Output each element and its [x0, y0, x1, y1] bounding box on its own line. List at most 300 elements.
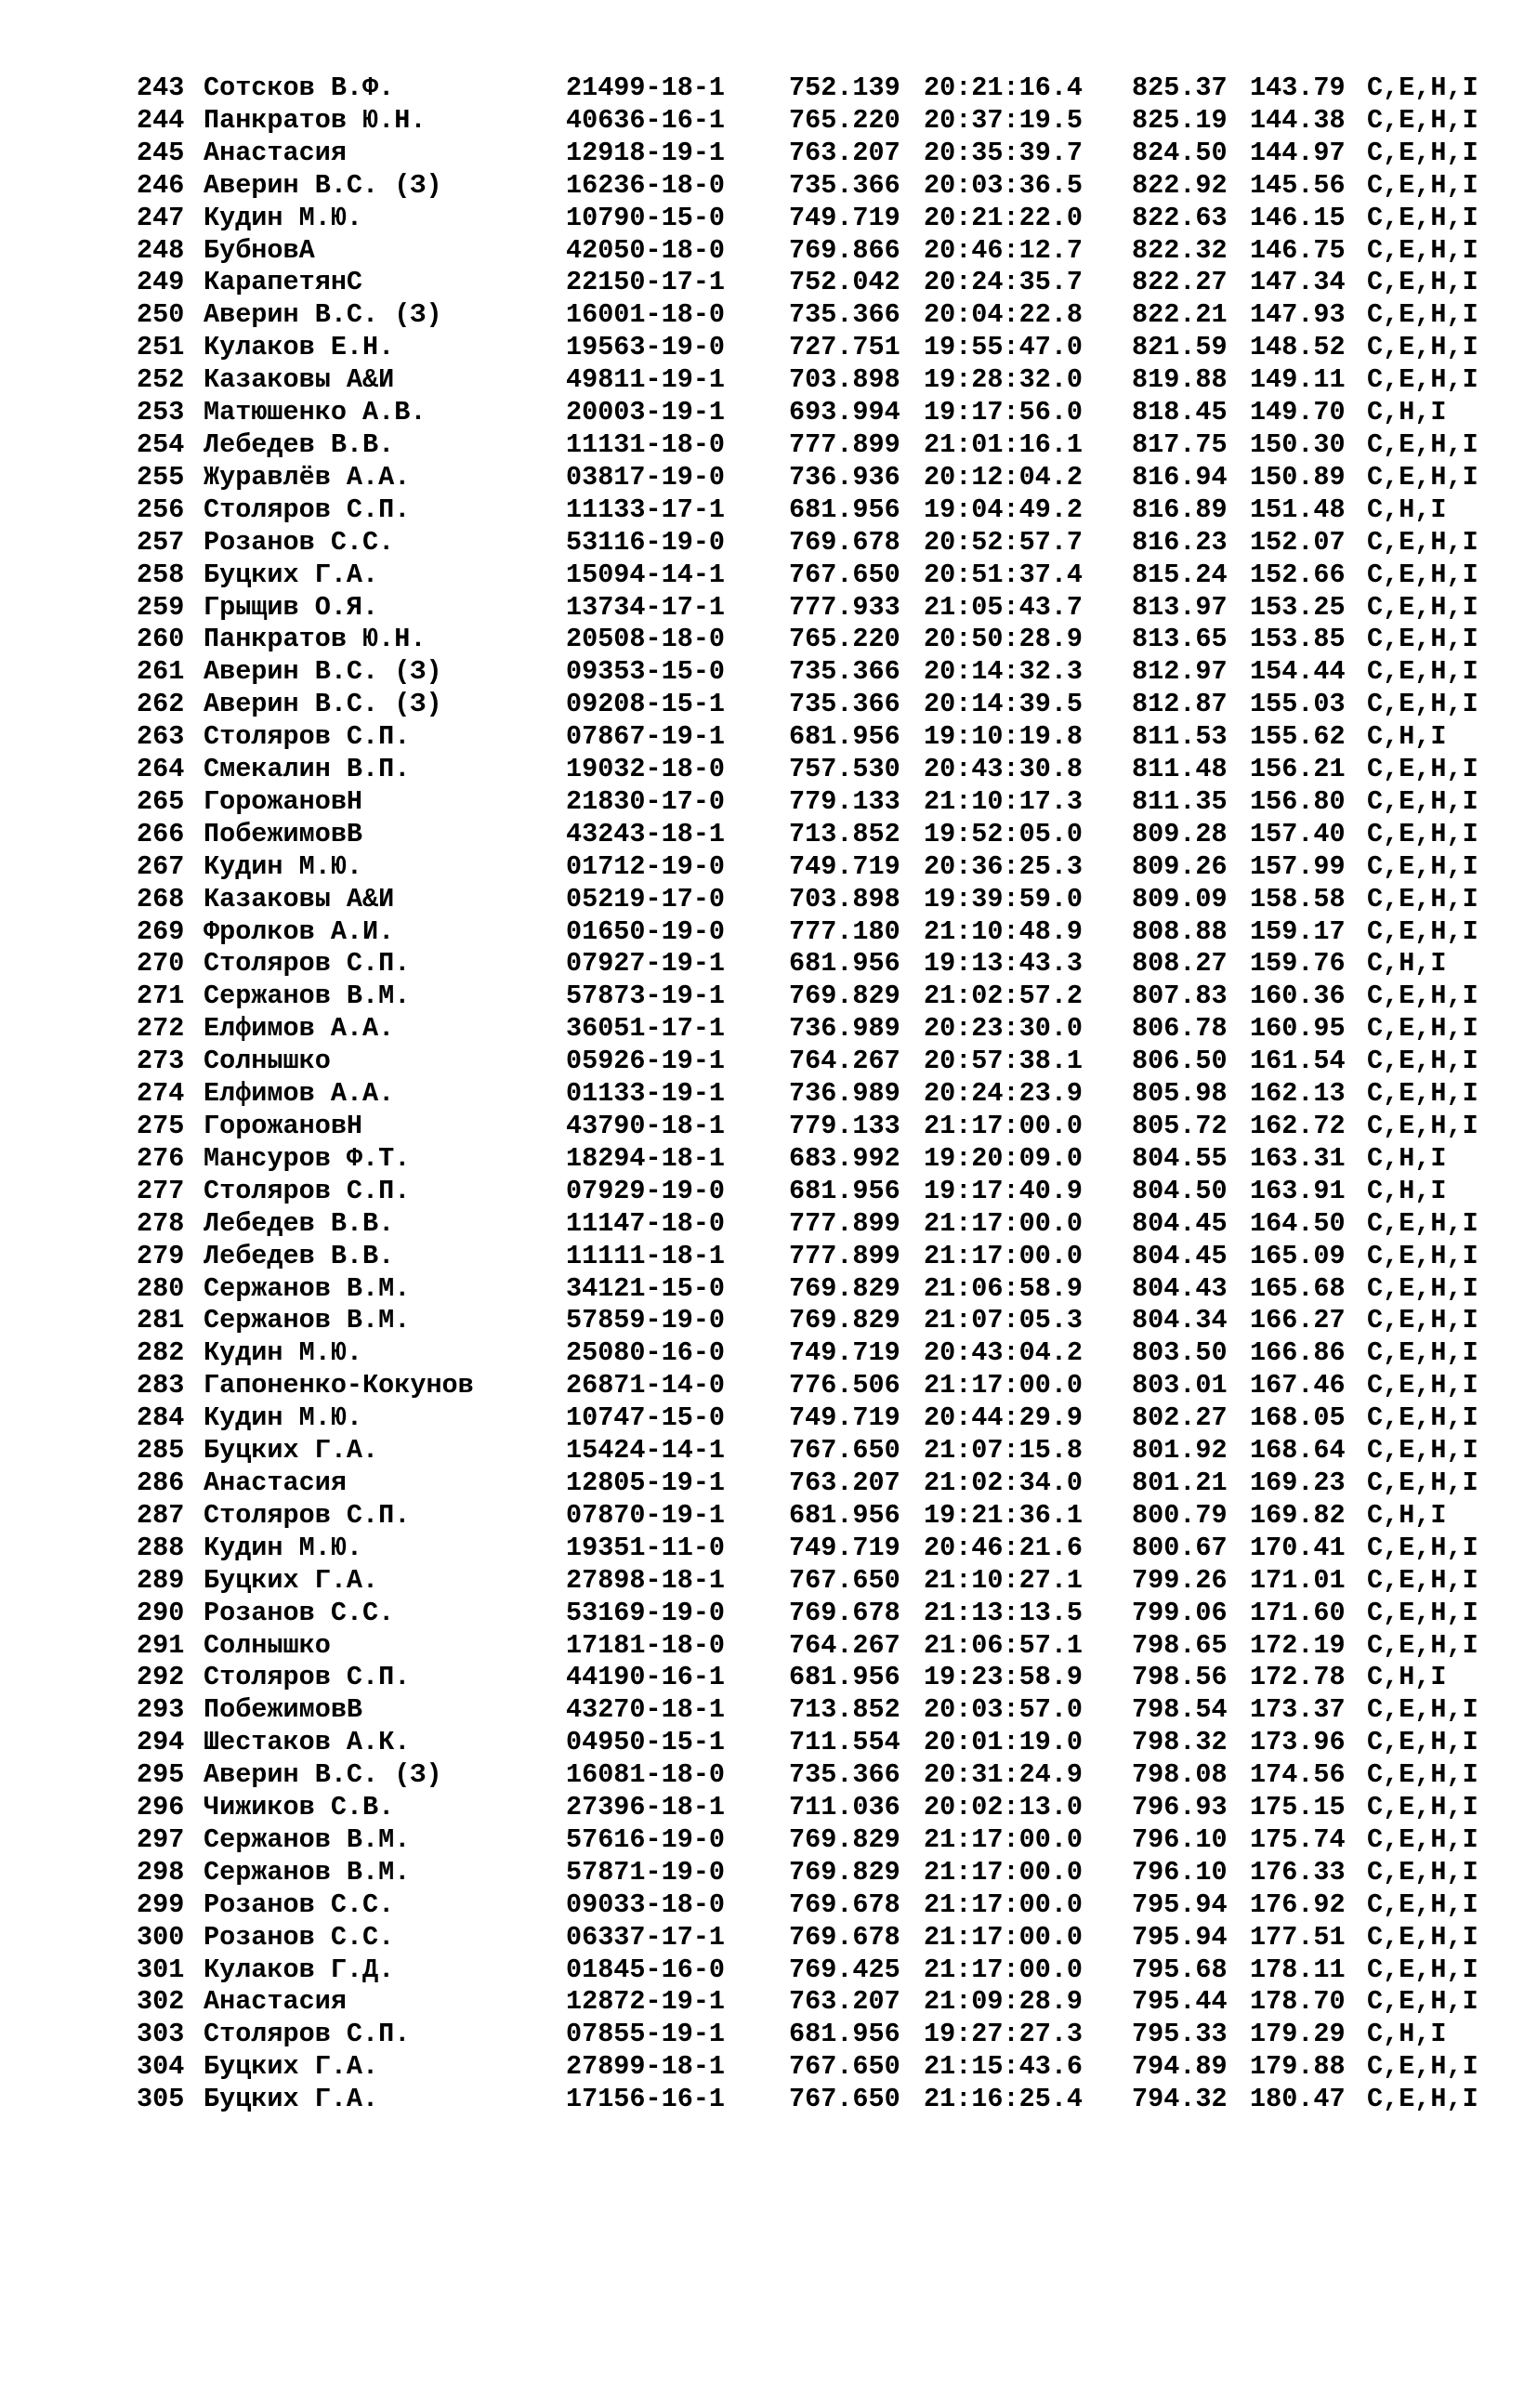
distance-value: 703.898: [789, 364, 900, 396]
distance-value: 769.866: [789, 234, 900, 266]
participant-name: Кудин М.Ю.: [204, 1532, 363, 1563]
arrival-time: 20:21:22.0: [924, 202, 1084, 233]
ring-number: 26871-14-0: [566, 1370, 726, 1401]
points-value: 144.97: [1250, 137, 1346, 168]
ring-number: 57859-19-0: [566, 1305, 726, 1336]
flags-value: C,E,H,I: [1367, 1986, 1478, 2018]
ring-number: 09033-18-0: [566, 1888, 726, 1920]
place-number: 278: [137, 1207, 185, 1239]
ring-number: 22150-17-1: [566, 267, 726, 298]
speed-value: 821.59: [1132, 332, 1228, 363]
participant-name: БубновА: [204, 234, 315, 266]
flags-value: C,E,H,I: [1367, 1013, 1478, 1045]
speed-value: 795.94: [1132, 1921, 1228, 1953]
ring-number: 16001-18-0: [566, 299, 726, 331]
participant-name: Журавлёв А.А.: [204, 461, 411, 493]
distance-value: 777.180: [789, 915, 900, 947]
result-row: [137, 1337, 1503, 1370]
distance-value: 777.899: [789, 1207, 900, 1239]
points-value: 146.15: [1250, 202, 1346, 233]
participant-name: Сержанов В.М.: [204, 1856, 411, 1888]
flags-value: C,H,I: [1367, 1499, 1447, 1531]
distance-value: 681.956: [789, 1499, 900, 1531]
results-table: [137, 72, 1503, 2116]
speed-value: 813.65: [1132, 624, 1228, 655]
arrival-time: 20:37:19.5: [924, 104, 1084, 136]
participant-name: Аверин В.С. (З): [204, 689, 442, 720]
speed-value: 822.92: [1132, 169, 1228, 201]
arrival-time: 20:51:37.4: [924, 559, 1084, 590]
arrival-time: 19:04:49.2: [924, 493, 1084, 525]
speed-value: 802.27: [1132, 1402, 1228, 1434]
distance-value: 764.267: [789, 1046, 900, 1077]
points-value: 160.95: [1250, 1013, 1346, 1045]
flags-value: C,H,I: [1367, 948, 1447, 980]
ring-number: 16081-18-0: [566, 1759, 726, 1791]
result-row: [137, 1046, 1503, 1078]
arrival-time: 19:21:36.1: [924, 1499, 1084, 1531]
participant-name: Панкратов Ю.Н.: [204, 104, 427, 136]
result-row: [137, 786, 1503, 819]
flags-value: C,E,H,I: [1367, 1370, 1478, 1401]
ring-number: 36051-17-1: [566, 1013, 726, 1045]
participant-name: Грыщив О.Я.: [204, 591, 379, 623]
result-row: [137, 1533, 1503, 1565]
speed-value: 816.94: [1132, 461, 1228, 493]
distance-value: 763.207: [789, 1986, 900, 2018]
result-row: [137, 462, 1503, 494]
place-number: 282: [137, 1337, 185, 1369]
ring-number: 42050-18-0: [566, 234, 726, 266]
result-row: [137, 980, 1503, 1013]
distance-value: 769.829: [789, 1856, 900, 1888]
arrival-time: 19:28:32.0: [924, 364, 1084, 396]
speed-value: 804.43: [1132, 1272, 1228, 1304]
result-row: [137, 1078, 1503, 1111]
flags-value: C,E,H,I: [1367, 1435, 1478, 1467]
speed-value: 816.89: [1132, 493, 1228, 525]
distance-value: 777.933: [789, 591, 900, 623]
flags-value: C,E,H,I: [1367, 915, 1478, 947]
participant-name: Лебедев В.В.: [204, 428, 395, 460]
flags-value: C,E,H,I: [1367, 785, 1478, 817]
speed-value: 809.26: [1132, 850, 1228, 882]
speed-value: 804.45: [1132, 1240, 1228, 1271]
speed-value: 809.28: [1132, 818, 1228, 849]
ring-number: 07870-19-1: [566, 1499, 726, 1531]
result-row: [137, 689, 1503, 721]
points-value: 180.47: [1250, 2084, 1346, 2115]
distance-value: 713.852: [789, 818, 900, 849]
flags-value: C,E,H,I: [1367, 1402, 1478, 1434]
place-number: 250: [137, 299, 185, 331]
distance-value: 763.207: [789, 1467, 900, 1498]
participant-name: Кулаков Е.Н.: [204, 332, 395, 363]
flags-value: C,E,H,I: [1367, 202, 1478, 233]
place-number: 305: [137, 2084, 185, 2115]
arrival-time: 21:17:00.0: [924, 1954, 1084, 1985]
distance-value: 681.956: [789, 948, 900, 980]
participant-name: Лебедев В.В.: [204, 1240, 395, 1271]
participant-name: Столяров С.П.: [204, 948, 411, 980]
flags-value: C,E,H,I: [1367, 1078, 1478, 1110]
arrival-time: 19:55:47.0: [924, 332, 1084, 363]
participant-name: Аверин В.С. (З): [204, 169, 442, 201]
distance-value: 776.506: [789, 1370, 900, 1401]
arrival-time: 19:20:09.0: [924, 1142, 1084, 1174]
place-number: 264: [137, 754, 185, 785]
participant-name: Солнышко: [204, 1629, 331, 1661]
points-value: 175.74: [1250, 1823, 1346, 1855]
arrival-time: 20:50:28.9: [924, 624, 1084, 655]
participant-name: Буцких Г.А.: [204, 2084, 379, 2115]
place-number: 284: [137, 1402, 185, 1434]
ring-number: 53169-19-0: [566, 1597, 726, 1628]
speed-value: 813.97: [1132, 591, 1228, 623]
speed-value: 801.21: [1132, 1467, 1228, 1498]
speed-value: 805.72: [1132, 1111, 1228, 1141]
points-value: 176.33: [1250, 1856, 1346, 1888]
speed-value: 808.88: [1132, 915, 1228, 947]
result-row: [137, 1143, 1503, 1176]
speed-value: 803.50: [1132, 1337, 1228, 1369]
participant-name: Кулаков Г.Д.: [204, 1954, 395, 1985]
points-value: 169.82: [1250, 1499, 1346, 1531]
arrival-time: 20:03:57.0: [924, 1694, 1084, 1726]
participant-name: Анастасия: [204, 137, 347, 168]
result-row: [137, 1857, 1503, 1889]
place-number: 260: [137, 624, 185, 655]
result-row: [137, 527, 1503, 559]
arrival-time: 21:09:28.9: [924, 1986, 1084, 2018]
place-number: 246: [137, 169, 185, 201]
participant-name: Сержанов В.М.: [204, 1305, 411, 1336]
ring-number: 04950-15-1: [566, 1727, 726, 1758]
speed-value: 795.68: [1132, 1954, 1228, 1985]
flags-value: C,E,H,I: [1367, 1792, 1478, 1823]
distance-value: 749.719: [789, 1532, 900, 1563]
distance-value: 681.956: [789, 1175, 900, 1206]
ring-number: 07867-19-1: [566, 721, 726, 753]
flags-value: C,E,H,I: [1367, 1694, 1478, 1726]
ring-number: 11111-18-1: [566, 1240, 726, 1271]
flags-value: C,E,H,I: [1367, 1564, 1478, 1596]
place-number: 253: [137, 397, 185, 428]
ring-number: 11147-18-0: [566, 1207, 726, 1239]
participant-name: Кудин М.Ю.: [204, 1402, 363, 1434]
arrival-time: 19:17:40.9: [924, 1175, 1084, 1206]
distance-value: 693.994: [789, 397, 900, 428]
participant-name: Розанов С.С.: [204, 526, 395, 558]
result-row: [137, 1370, 1503, 1402]
participant-name: Казаковы А&И: [204, 364, 395, 396]
arrival-time: 21:15:43.6: [924, 2051, 1084, 2083]
participant-name: Казаковы А&И: [204, 883, 395, 915]
flags-value: C,E,H,I: [1367, 591, 1478, 623]
arrival-time: 20:36:25.3: [924, 850, 1084, 882]
points-value: 157.40: [1250, 818, 1346, 849]
distance-value: 735.366: [789, 1759, 900, 1791]
participant-name: КарапетянС: [204, 267, 363, 298]
place-number: 267: [137, 850, 185, 882]
points-value: 162.13: [1250, 1078, 1346, 1110]
ring-number: 17156-16-1: [566, 2084, 726, 2115]
points-value: 158.58: [1250, 883, 1346, 915]
arrival-time: 21:17:00.0: [924, 1823, 1084, 1855]
ring-number: 01845-16-0: [566, 1954, 726, 1985]
points-value: 150.30: [1250, 428, 1346, 460]
points-value: 176.92: [1250, 1888, 1346, 1920]
place-number: 265: [137, 785, 185, 817]
distance-value: 681.956: [789, 493, 900, 525]
points-value: 147.93: [1250, 299, 1346, 331]
ring-number: 19563-19-0: [566, 332, 726, 363]
distance-value: 735.366: [789, 689, 900, 720]
flags-value: C,E,H,I: [1367, 1111, 1478, 1141]
flags-value: C,E,H,I: [1367, 1046, 1478, 1077]
result-row: [137, 1662, 1503, 1694]
speed-value: 795.44: [1132, 1986, 1228, 2018]
flags-value: C,E,H,I: [1367, 1240, 1478, 1271]
points-value: 154.44: [1250, 656, 1346, 688]
ring-number: 27396-18-1: [566, 1792, 726, 1823]
participant-name: Панкратов Ю.Н.: [204, 624, 427, 655]
place-number: 296: [137, 1792, 185, 1823]
ring-number: 18294-18-1: [566, 1142, 726, 1174]
ring-number: 03817-19-0: [566, 461, 726, 493]
place-number: 281: [137, 1305, 185, 1336]
arrival-time: 21:10:17.3: [924, 785, 1084, 817]
speed-value: 798.32: [1132, 1727, 1228, 1758]
place-number: 271: [137, 980, 185, 1012]
place-number: 251: [137, 332, 185, 363]
participant-name: Чижиков С.В.: [204, 1792, 395, 1823]
points-value: 144.38: [1250, 104, 1346, 136]
flags-value: C,H,I: [1367, 2019, 1447, 2050]
place-number: 279: [137, 1240, 185, 1271]
distance-value: 735.366: [789, 656, 900, 688]
arrival-time: 20:24:23.9: [924, 1078, 1084, 1110]
place-number: 297: [137, 1823, 185, 1855]
place-number: 283: [137, 1370, 185, 1401]
place-number: 252: [137, 364, 185, 396]
arrival-time: 20:31:24.9: [924, 1759, 1084, 1791]
distance-value: 769.829: [789, 980, 900, 1012]
speed-value: 796.93: [1132, 1792, 1228, 1823]
place-number: 290: [137, 1597, 185, 1628]
arrival-time: 20:04:22.8: [924, 299, 1084, 331]
participant-name: Анастасия: [204, 1986, 347, 2018]
ring-number: 43270-18-1: [566, 1694, 726, 1726]
place-number: 258: [137, 559, 185, 590]
arrival-time: 21:06:58.9: [924, 1272, 1084, 1304]
speed-value: 794.89: [1132, 2051, 1228, 2083]
speed-value: 804.50: [1132, 1175, 1228, 1206]
ring-number: 57873-19-1: [566, 980, 726, 1012]
arrival-time: 20:46:21.6: [924, 1532, 1084, 1563]
distance-value: 767.650: [789, 559, 900, 590]
participant-name: Кудин М.Ю.: [204, 850, 363, 882]
arrival-time: 20:14:32.3: [924, 656, 1084, 688]
points-value: 169.23: [1250, 1467, 1346, 1498]
place-number: 280: [137, 1272, 185, 1304]
points-value: 174.56: [1250, 1759, 1346, 1791]
flags-value: C,E,H,I: [1367, 624, 1478, 655]
participant-name: Столяров С.П.: [204, 1499, 411, 1531]
arrival-time: 20:02:13.0: [924, 1792, 1084, 1823]
place-number: 248: [137, 234, 185, 266]
result-row: [137, 819, 1503, 851]
arrival-time: 21:17:00.0: [924, 1240, 1084, 1271]
result-row: [137, 592, 1503, 625]
points-value: 146.75: [1250, 234, 1346, 266]
participant-name: Аверин В.С. (З): [204, 299, 442, 331]
speed-value: 811.35: [1132, 785, 1228, 817]
arrival-time: 21:10:48.9: [924, 915, 1084, 947]
flags-value: C,E,H,I: [1367, 754, 1478, 785]
place-number: 291: [137, 1629, 185, 1661]
participant-name: Буцких Г.А.: [204, 2051, 379, 2083]
distance-value: 711.036: [789, 1792, 900, 1823]
distance-value: 736.989: [789, 1013, 900, 1045]
arrival-time: 20:43:30.8: [924, 754, 1084, 785]
ring-number: 53116-19-0: [566, 526, 726, 558]
flags-value: C,E,H,I: [1367, 2084, 1478, 2115]
result-row: [137, 1273, 1503, 1306]
ring-number: 21499-18-1: [566, 72, 726, 103]
result-row: [137, 299, 1503, 332]
points-value: 179.29: [1250, 2019, 1346, 2050]
place-number: 270: [137, 948, 185, 980]
speed-value: 808.27: [1132, 948, 1228, 980]
result-row: [137, 1111, 1503, 1143]
arrival-time: 21:01:16.1: [924, 428, 1084, 460]
flags-value: C,E,H,I: [1367, 526, 1478, 558]
arrival-time: 21:10:27.1: [924, 1564, 1084, 1596]
ring-number: 19032-18-0: [566, 754, 726, 785]
arrival-time: 20:23:30.0: [924, 1013, 1084, 1045]
points-value: 171.60: [1250, 1597, 1346, 1628]
arrival-time: 19:23:58.9: [924, 1662, 1084, 1693]
flags-value: C,E,H,I: [1367, 332, 1478, 363]
participant-name: Сотсков В.Ф.: [204, 72, 395, 103]
place-number: 287: [137, 1499, 185, 1531]
flags-value: C,E,H,I: [1367, 1207, 1478, 1239]
result-row: [137, 948, 1503, 980]
points-value: 153.85: [1250, 624, 1346, 655]
ring-number: 01712-19-0: [566, 850, 726, 882]
distance-value: 749.719: [789, 850, 900, 882]
ring-number: 12872-19-1: [566, 1986, 726, 2018]
result-row: [137, 1176, 1503, 1208]
ring-number: 09353-15-0: [566, 656, 726, 688]
ring-number: 43243-18-1: [566, 818, 726, 849]
ring-number: 34121-15-0: [566, 1272, 726, 1304]
result-row: [137, 1889, 1503, 1922]
result-row: [137, 397, 1503, 429]
arrival-time: 21:02:34.0: [924, 1467, 1084, 1498]
speed-value: 822.27: [1132, 267, 1228, 298]
result-row: [137, 2084, 1503, 2116]
participant-name: Кудин М.Ю.: [204, 202, 363, 233]
ring-number: 17181-18-0: [566, 1629, 726, 1661]
distance-value: 767.650: [789, 2051, 900, 2083]
place-number: 268: [137, 883, 185, 915]
flags-value: C,E,H,I: [1367, 559, 1478, 590]
ring-number: 40636-16-1: [566, 104, 726, 136]
place-number: 255: [137, 461, 185, 493]
place-number: 261: [137, 656, 185, 688]
speed-value: 806.78: [1132, 1013, 1228, 1045]
participant-name: ГорожановН: [204, 1111, 363, 1141]
flags-value: C,H,I: [1367, 1662, 1447, 1693]
place-number: 289: [137, 1564, 185, 1596]
speed-value: 822.32: [1132, 234, 1228, 266]
points-value: 155.62: [1250, 721, 1346, 753]
ring-number: 57871-19-0: [566, 1856, 726, 1888]
speed-value: 799.26: [1132, 1564, 1228, 1596]
result-row: [137, 1792, 1503, 1824]
flags-value: C,E,H,I: [1367, 689, 1478, 720]
flags-value: C,E,H,I: [1367, 1856, 1478, 1888]
participant-name: Буцких Г.А.: [204, 559, 379, 590]
speed-value: 804.45: [1132, 1207, 1228, 1239]
flags-value: C,E,H,I: [1367, 850, 1478, 882]
ring-number: 44190-16-1: [566, 1662, 726, 1693]
place-number: 247: [137, 202, 185, 233]
ring-number: 09208-15-1: [566, 689, 726, 720]
arrival-time: 20:24:35.7: [924, 267, 1084, 298]
speed-value: 822.63: [1132, 202, 1228, 233]
speed-value: 825.37: [1132, 72, 1228, 103]
distance-value: 683.992: [789, 1142, 900, 1174]
arrival-time: 21:07:05.3: [924, 1305, 1084, 1336]
distance-value: 779.133: [789, 785, 900, 817]
points-value: 148.52: [1250, 332, 1346, 363]
points-value: 160.36: [1250, 980, 1346, 1012]
points-value: 179.88: [1250, 2051, 1346, 2083]
flags-value: C,E,H,I: [1367, 428, 1478, 460]
participant-name: Шестаков А.К.: [204, 1727, 411, 1758]
arrival-time: 21:05:43.7: [924, 591, 1084, 623]
distance-value: 752.139: [789, 72, 900, 103]
flags-value: C,E,H,I: [1367, 1759, 1478, 1791]
result-row: [137, 429, 1503, 462]
points-value: 168.64: [1250, 1435, 1346, 1467]
flags-value: C,E,H,I: [1367, 72, 1478, 103]
place-number: 256: [137, 493, 185, 525]
speed-value: 807.83: [1132, 980, 1228, 1012]
arrival-time: 20:21:16.4: [924, 72, 1084, 103]
speed-value: 803.01: [1132, 1370, 1228, 1401]
arrival-time: 19:27:27.3: [924, 2019, 1084, 2050]
place-number: 299: [137, 1888, 185, 1920]
points-value: 165.68: [1250, 1272, 1346, 1304]
ring-number: 11131-18-0: [566, 428, 726, 460]
result-row: [137, 1241, 1503, 1273]
points-value: 172.19: [1250, 1629, 1346, 1661]
place-number: 245: [137, 137, 185, 168]
ring-number: 05219-17-0: [566, 883, 726, 915]
ring-number: 06337-17-1: [566, 1921, 726, 1953]
speed-value: 796.10: [1132, 1823, 1228, 1855]
points-value: 149.70: [1250, 397, 1346, 428]
place-number: 274: [137, 1078, 185, 1110]
place-number: 298: [137, 1856, 185, 1888]
result-row: [137, 1402, 1503, 1435]
distance-value: 777.899: [789, 1240, 900, 1271]
flags-value: C,E,H,I: [1367, 461, 1478, 493]
